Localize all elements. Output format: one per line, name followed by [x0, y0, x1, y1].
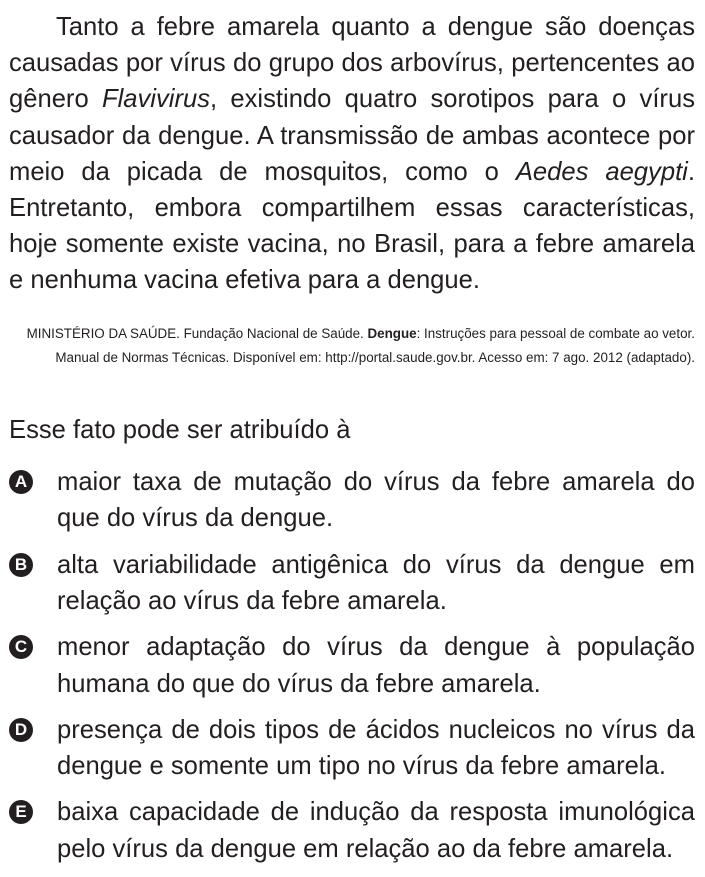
passage-text	[9, 9, 695, 299]
option-d-text: presença de dois tipos de ácidos nucleicos no vírus da dengue e somente um tipo no vírus da febre amarela.	[57, 715, 695, 781]
answer-options	[9, 464, 695, 877]
passage-part-2: , existindo quatro sorotipos para o vírus causador da dengue. A transmissão de ambas acontece por meio da picada de mosquitos, como o	[9, 85, 695, 186]
option-d[interactable]	[9, 712, 695, 785]
source-title: Dengue	[367, 326, 417, 341]
source-suffix: : Instruções para pessoal de combate ao vetor. Manual de Normas Técnicas. Disponível em: http://portal.saude.gov.br. Acesso em: 7 ago. 2012 (adaptado).	[55, 326, 695, 365]
option-a[interactable]	[9, 464, 695, 537]
option-e-text: baixa capacidade de indução da resposta imunológica pelo vírus da dengue em relação ao da febre amarela.	[57, 798, 695, 863]
option-a-text: maior taxa de mutação do vírus da febre amarela do que do vírus da dengue.	[57, 468, 695, 533]
passage-genus: Flavivirus	[101, 85, 211, 114]
option-e[interactable]	[9, 794, 695, 867]
option-e-letter-badge: E	[9, 800, 33, 824]
passage-part-1: Tanto a febre amarela quanto a dengue são doenças causadas por vírus do grupo dos arbovírus, pertencentes ao gênero	[9, 13, 695, 114]
option-d-letter-badge: D	[9, 718, 33, 742]
source-citation	[5, 322, 695, 369]
option-b-letter-badge: B	[9, 553, 33, 577]
option-b[interactable]	[9, 547, 695, 620]
passage-part-3: . Entretanto, embora compartilhem essas características, hoje somente existe vacina, no Brasil, para a febre amarela e nenhuma vacina efetiva para a dengue.	[9, 157, 695, 295]
option-a-letter-badge: A	[9, 470, 33, 494]
source-prefix: MINISTÉRIO DA SAÚDE. Fundação Nacional de Saúde.	[26, 326, 368, 341]
question-stem: Esse fato pode ser atribuído à	[9, 416, 351, 444]
option-c-text: menor adaptação do vírus da dengue à população humana do que do vírus da febre amarela.	[57, 633, 695, 698]
passage-species: Aedes aegypti	[515, 157, 688, 186]
option-c-letter-badge: C	[9, 635, 33, 659]
option-b-text: alta variabilidade antigênica do vírus da dengue em relação ao vírus da febre amarela.	[57, 550, 695, 616]
option-c[interactable]	[9, 629, 695, 702]
